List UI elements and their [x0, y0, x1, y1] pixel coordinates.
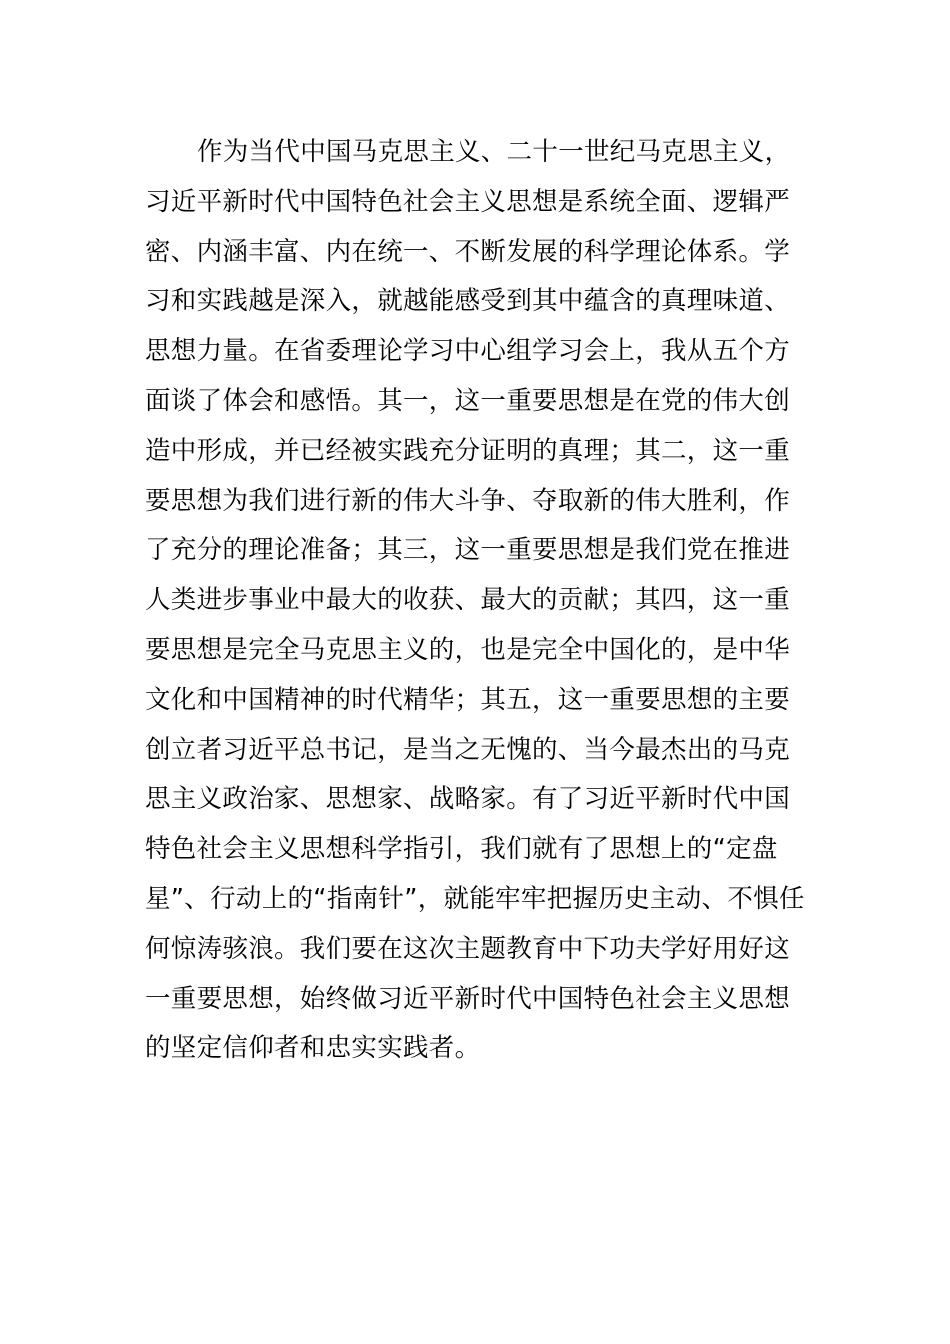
paragraph-line: 密、内涵丰富、内在统一、不断发展的科学理论体系。学: [145, 236, 791, 267]
paragraph-line: 何惊涛骇浪。我们要在这次主题教育中下功夫学好用好这: [145, 933, 791, 964]
paragraph-line: 创立者习近平总书记，是当之无愧的、当今最杰出的马克: [145, 734, 791, 765]
paragraph-line: 作为当代中国马克思主义、二十一世纪马克思主义，: [197, 137, 791, 167]
paragraph-line: 面谈了体会和感悟。其一，这一重要思想是在党的伟大创: [145, 385, 791, 416]
paragraph-line: 造中形成，并已经被实践充分证明的真理；其二，这一重: [145, 435, 791, 466]
paragraph-line: 特色社会主义思想科学指引，我们就有了思想上的“定盘: [145, 834, 778, 865]
paragraph-line: 思主义政治家、思想家、战略家。有了习近平新时代中国: [145, 784, 791, 815]
paragraph-line: 习近平新时代中国特色社会主义思想是系统全面、逻辑严: [145, 186, 791, 217]
paragraph-line: 星”、行动上的“指南针”，就能牢牢把握历史主动、不惧任: [145, 883, 805, 914]
paragraph-line: 思想力量。在省委理论学习中心组学习会上，我从五个方: [145, 336, 791, 367]
paragraph-line: 的坚定信仰者和忠实实践者。: [145, 1033, 481, 1064]
paragraph-line: 文化和中国精神的时代精华；其五，这一重要思想的主要: [145, 684, 791, 715]
paragraph-line: 一重要思想，始终做习近平新时代中国特色社会主义思想: [145, 983, 791, 1014]
paragraph-line: 了充分的理论准备；其三，这一重要思想是我们党在推进: [145, 535, 791, 566]
paragraph-line: 人类进步事业中最大的收获、最大的贡献；其四，这一重: [145, 585, 791, 616]
paragraph-line: 要思想为我们进行新的伟大斗争、夺取新的伟大胜利，作: [145, 485, 791, 516]
body-paragraph: [145, 128, 807, 1074]
paragraph-line: 要思想是完全马克思主义的，也是完全中国化的，是中华: [145, 634, 791, 665]
paragraph-line: 习和实践越是深入，就越能感受到其中蕴含的真理味道、: [145, 286, 791, 317]
